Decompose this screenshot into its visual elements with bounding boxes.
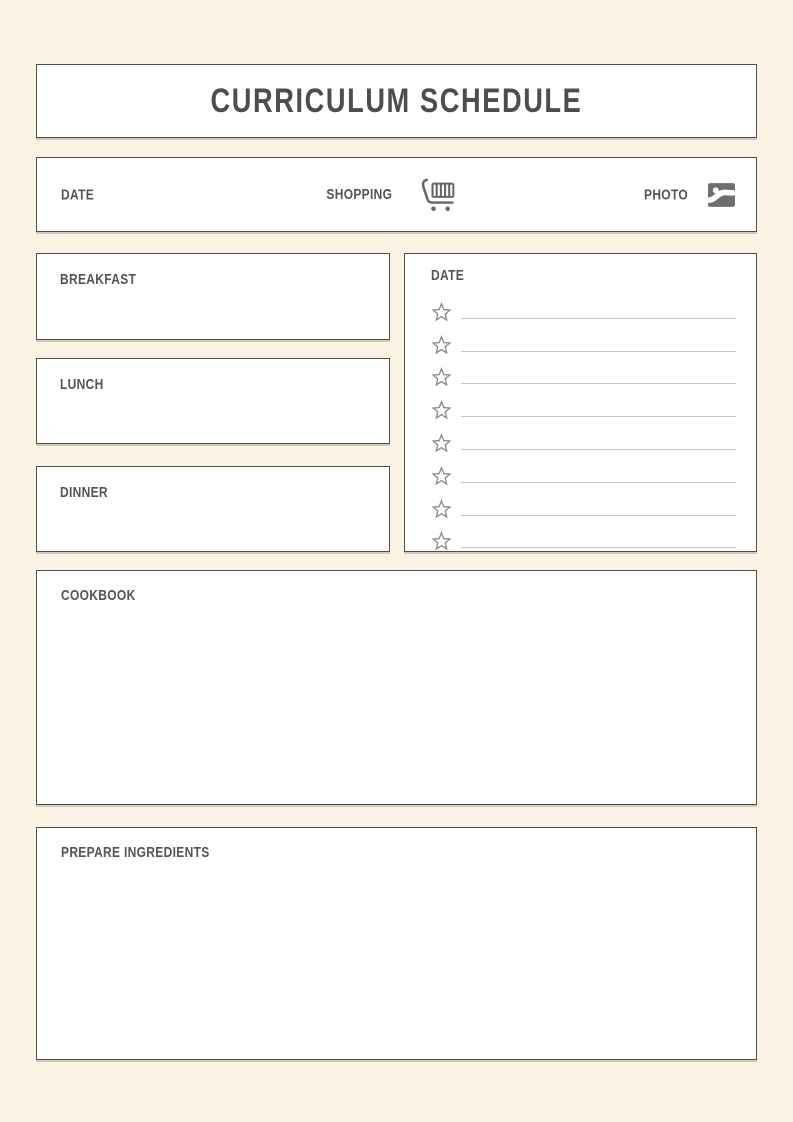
star-icon [431, 433, 452, 453]
entry-line [461, 547, 736, 548]
star-icon [431, 335, 452, 355]
meta-bar [36, 157, 757, 232]
entry-line [461, 482, 736, 483]
checklist-row [431, 355, 736, 388]
entry-line [461, 318, 736, 319]
checklist-row [431, 322, 736, 355]
cookbook-section [36, 570, 757, 805]
prepare-ingredients-label: PREPARE INGREDIENTS [61, 844, 210, 861]
star-icon [431, 367, 452, 387]
checklist-row [431, 387, 736, 420]
title-box [36, 64, 757, 138]
prepare-ingredients-section [36, 827, 757, 1060]
star-icon [431, 531, 452, 551]
checklist-row [431, 453, 736, 486]
shopping-label: SHOPPING [325, 186, 392, 203]
meta-shopping-field [326, 177, 454, 213]
entry-line [461, 416, 736, 417]
lunch-label: LUNCH [60, 376, 104, 393]
checklist-row [431, 486, 736, 519]
entry-line [461, 515, 736, 516]
entry-line [461, 449, 736, 450]
entry-line [461, 351, 736, 352]
dinner-section [36, 466, 390, 552]
page-title: CURRICULUM SCHEDULE [210, 81, 583, 120]
date-checklist-section [404, 253, 757, 552]
checklist-date-label: DATE [431, 267, 465, 284]
checklist-row [431, 420, 736, 453]
meta-date-field [61, 186, 102, 203]
photo-label: PHOTO [643, 186, 688, 203]
breakfast-label: BREAKFAST [60, 271, 137, 288]
image-icon [707, 180, 736, 209]
star-icon [431, 466, 452, 486]
star-icon [431, 499, 452, 519]
cookbook-label: COOKBOOK [61, 587, 136, 604]
dinner-label: DINNER [60, 484, 108, 501]
entry-line [461, 383, 736, 384]
lunch-section [36, 358, 390, 444]
checklist-rows [431, 289, 736, 551]
breakfast-section [36, 253, 390, 340]
shopping-cart-icon [416, 177, 454, 213]
checklist-row [431, 289, 736, 322]
date-label: DATE [61, 186, 95, 203]
meta-photo-field [644, 180, 736, 209]
star-icon [431, 302, 452, 322]
checklist-row [431, 519, 736, 552]
star-icon [431, 400, 452, 420]
